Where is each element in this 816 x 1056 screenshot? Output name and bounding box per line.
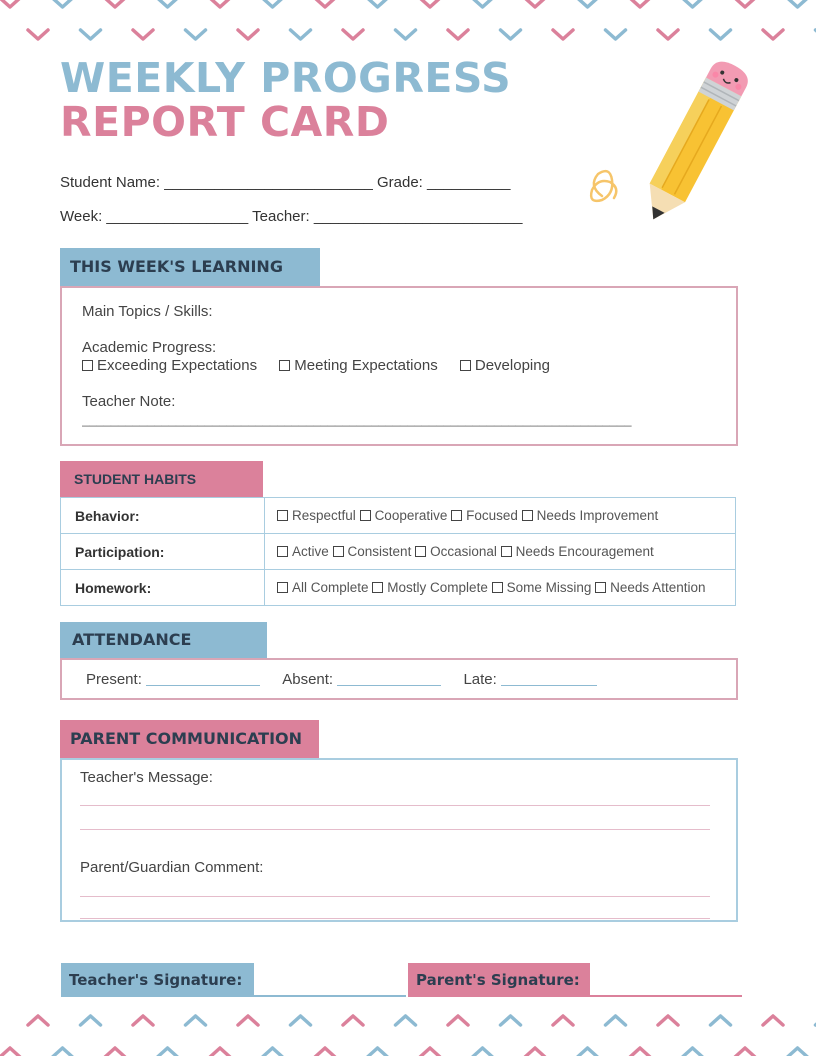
chevron-icon xyxy=(105,1048,125,1056)
student-grade-line xyxy=(60,174,510,191)
week-label: Week: xyxy=(60,208,103,225)
chevron-icon xyxy=(343,30,363,39)
chevron-icon xyxy=(186,30,206,39)
table-row xyxy=(61,534,736,570)
checkbox-icon[interactable] xyxy=(595,582,606,593)
habit-label: Homework: xyxy=(61,570,265,606)
progress-options xyxy=(82,357,550,374)
chevron-icon xyxy=(238,1016,258,1025)
progress-label: Academic Progress: xyxy=(82,339,217,356)
chevron-icon xyxy=(263,1048,283,1056)
parent-signature-label: Parent's Signature: xyxy=(408,963,590,997)
chevron-icon xyxy=(396,1016,416,1025)
table-row xyxy=(61,498,736,534)
week-blank[interactable]: _________________ xyxy=(106,208,249,225)
chevron-icon xyxy=(448,30,468,39)
chevron-icon xyxy=(630,1048,650,1056)
present-label: Present: xyxy=(86,671,142,688)
chevron-icon xyxy=(238,30,258,39)
chevron-icon xyxy=(735,0,755,7)
chevron-icon xyxy=(0,1048,20,1056)
chevron-icon xyxy=(420,1048,440,1056)
checkbox-icon[interactable] xyxy=(372,582,383,593)
grade-blank[interactable]: __________ xyxy=(427,174,511,191)
grade-label: Grade: xyxy=(376,174,423,191)
present-field[interactable] xyxy=(146,672,260,686)
absent-field[interactable] xyxy=(337,672,441,686)
chevron-icon xyxy=(291,30,311,39)
bottom-chevron-border-2 xyxy=(0,1040,816,1056)
chevron-icon xyxy=(291,1016,311,1025)
learning-heading: THIS WEEK'S LEARNING xyxy=(60,248,320,286)
chevron-icon xyxy=(630,0,650,7)
title-line-1: WEEKLY PROGRESS xyxy=(60,54,512,102)
teacher-message-label: Teacher's Message: xyxy=(80,769,213,786)
chevron-icon xyxy=(396,30,416,39)
chevron-icon xyxy=(53,1048,73,1056)
chevron-icon xyxy=(683,0,703,7)
checkbox-icon[interactable] xyxy=(277,546,288,557)
chevron-icon xyxy=(553,1016,573,1025)
chevron-icon xyxy=(501,1016,521,1025)
checkbox-icon[interactable] xyxy=(415,546,426,557)
chevron-icon xyxy=(788,1048,808,1056)
chevron-icon xyxy=(186,1016,206,1025)
parent-comment-line-2[interactable] xyxy=(80,918,710,919)
chevron-icon xyxy=(343,1016,363,1025)
chevron-icon xyxy=(81,1016,101,1025)
chevron-icon xyxy=(763,30,783,39)
late-label: Late: xyxy=(463,671,497,688)
late-field[interactable] xyxy=(501,672,597,686)
chevron-icon xyxy=(210,1048,230,1056)
chevron-icon xyxy=(473,0,493,7)
bottom-chevron-border-1 xyxy=(0,1008,816,1032)
checkbox-icon[interactable] xyxy=(492,582,503,593)
habit-options: All Complete Mostly Complete Some Missing Needs Attention xyxy=(265,570,736,606)
attendance-fields xyxy=(86,671,597,688)
option-meeting[interactable]: Meeting Expectations xyxy=(279,357,437,374)
chevron-icon xyxy=(158,0,178,7)
checkbox-icon[interactable] xyxy=(522,510,533,521)
habit-label: Behavior: xyxy=(61,498,265,534)
habit-label: Participation: xyxy=(61,534,265,570)
teacher-signature-label: Teacher's Signature: xyxy=(61,963,254,997)
chevron-icon xyxy=(28,1016,48,1025)
absent-label: Absent: xyxy=(282,671,334,688)
chevron-icon xyxy=(606,1016,626,1025)
chevron-icon xyxy=(501,30,521,39)
option-exceeding[interactable]: Exceeding Expectations xyxy=(82,357,257,374)
title-line-2: REPORT CARD xyxy=(60,98,390,146)
student-name-blank[interactable]: _________________________ xyxy=(164,174,373,191)
habits-heading: STUDENT HABITS xyxy=(60,461,263,497)
student-name-label: Student Name: xyxy=(60,174,161,191)
checkbox-icon[interactable] xyxy=(279,360,290,371)
checkbox-icon[interactable] xyxy=(333,546,344,557)
teacher-label: Teacher: xyxy=(252,208,310,225)
attendance-heading: ATTENDANCE xyxy=(60,622,267,658)
teacher-message-line-2[interactable] xyxy=(80,829,710,830)
table-row xyxy=(61,570,736,606)
teacher-message-line-1[interactable] xyxy=(80,805,710,806)
chevron-icon xyxy=(788,0,808,7)
chevron-icon xyxy=(368,0,388,7)
week-teacher-line xyxy=(60,208,522,225)
chevron-icon xyxy=(711,1016,731,1025)
chevron-icon xyxy=(578,1048,598,1056)
parent-signature-line[interactable] xyxy=(590,995,742,997)
chevron-icon xyxy=(606,30,626,39)
topics-label: Main Topics / Skills: xyxy=(82,303,213,320)
chevron-icon xyxy=(28,30,48,39)
chevron-icon xyxy=(81,30,101,39)
teacher-note-label: Teacher Note: xyxy=(82,393,176,410)
chevron-icon xyxy=(525,1048,545,1056)
chevron-icon xyxy=(578,0,598,7)
habit-options: Active Consistent Occasional Needs Encouragement xyxy=(265,534,736,570)
chevron-icon xyxy=(683,1048,703,1056)
chevron-icon xyxy=(105,0,125,7)
checkbox-icon[interactable] xyxy=(277,582,288,593)
chevron-icon xyxy=(735,1048,755,1056)
checkbox-icon[interactable] xyxy=(82,360,93,371)
checkbox-icon[interactable] xyxy=(360,510,371,521)
chevron-icon xyxy=(368,1048,388,1056)
chevron-icon xyxy=(158,1048,178,1056)
chevron-icon xyxy=(763,1016,783,1025)
checkbox-icon[interactable] xyxy=(277,510,288,521)
option-developing[interactable]: Developing xyxy=(460,357,550,374)
teacher-signature-line[interactable] xyxy=(254,995,406,997)
chevron-icon xyxy=(448,1016,468,1025)
communication-heading: PARENT COMMUNICATION xyxy=(60,720,319,758)
chevron-icon xyxy=(658,30,678,39)
pencil-icon xyxy=(580,56,750,236)
chevron-icon xyxy=(473,1048,493,1056)
top-chevron-border-1 xyxy=(0,0,816,14)
chevron-icon xyxy=(0,0,20,7)
chevron-icon xyxy=(553,30,573,39)
chevron-icon xyxy=(210,0,230,7)
checkbox-icon[interactable] xyxy=(460,360,471,371)
checkbox-icon[interactable] xyxy=(451,510,462,521)
habit-options: Respectful Cooperative Focused Needs Improvement xyxy=(265,498,736,534)
chevron-icon xyxy=(315,1048,335,1056)
chevron-icon xyxy=(133,30,153,39)
checkbox-icon[interactable] xyxy=(501,546,512,557)
chevron-icon xyxy=(420,0,440,7)
page-title xyxy=(60,56,511,144)
parent-comment-label: Parent/Guardian Comment: xyxy=(80,859,264,876)
habits-table xyxy=(60,497,736,606)
chevron-icon xyxy=(53,0,73,7)
chevron-icon xyxy=(658,1016,678,1025)
parent-comment-line-1[interactable] xyxy=(80,896,710,897)
chevron-icon xyxy=(525,0,545,7)
top-chevron-border-2 xyxy=(0,22,816,46)
teacher-note-blank[interactable]: ____________________________________________________________________________ xyxy=(82,412,632,427)
chevron-icon xyxy=(133,1016,153,1025)
chevron-icon xyxy=(263,0,283,7)
teacher-blank[interactable]: _________________________ xyxy=(313,208,523,225)
chevron-icon xyxy=(711,30,731,39)
chevron-icon xyxy=(315,0,335,7)
